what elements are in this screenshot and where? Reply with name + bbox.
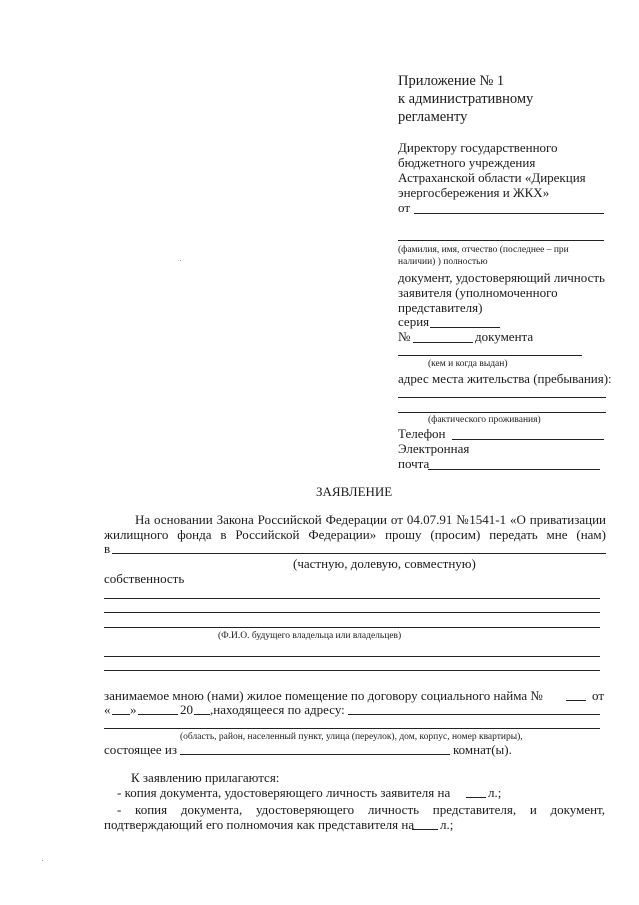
fio-caption-2: наличии) ) полностью [398,257,488,267]
id-doc-line-2: заявителя (уполномоченного [398,285,558,300]
appendix-line-3: регламенту [398,109,468,125]
fio-caption-1: (фамилия, имя, отчество (последнее – при [398,245,569,255]
attachment-2-end: л.; [440,817,454,832]
attachment-1-pages-blank[interactable] [466,797,486,798]
series-blank[interactable] [430,327,500,328]
consists-of-label: состоящее из [104,742,177,757]
attachment-1: - копия документа, удостоверяющего личность заявителя на [117,785,451,800]
from-blank[interactable] [414,213,604,214]
ownership-word: собственность [104,571,185,586]
appendix-title: Приложение № 1 [398,73,505,89]
quote-open: « [104,702,111,717]
residence-blank-1[interactable] [398,397,606,398]
doc-number-blank[interactable] [413,342,473,343]
address-caption: (область, район, населенный пункт, улица (переулок), дом, корпус, номер квартиры), [180,732,523,742]
scan-speck [180,260,181,261]
owners-caption: (Ф.И.О. будущего владельца или владельцев) [218,631,402,641]
contract-number-blank[interactable] [566,700,586,701]
ownership-caption: (частную, долевую, совместную) [293,556,476,571]
residence-label: адрес места жительства (пребывания): [398,371,612,386]
year-blank[interactable] [194,714,210,715]
attachment-2-line-1: - копия документа, удостоверяющего личность представителя, и документ, [117,802,605,817]
occupied-text: занимаемое мною (нами) жилое помещение по договору социального найма № [104,688,543,703]
phone-blank[interactable] [452,439,604,440]
contract-from-label: от [592,688,605,703]
number-sign: № [398,329,411,344]
document-title: ЗАЯВЛЕНИЕ [316,484,393,499]
month-blank[interactable] [138,714,178,715]
attachment-2-pages-blank[interactable] [412,829,438,830]
attachment-1-end: л.; [488,785,502,800]
located-text: ,находящееся по адресу: [210,702,345,717]
addressee-line-1: Директору государственного [398,140,558,155]
issued-blank[interactable] [398,355,582,356]
phone-label: Телефон [398,426,446,441]
address-blank-2[interactable] [104,728,600,729]
owners-blank-3[interactable] [104,627,600,628]
attachments-heading: К заявлению прилагаются: [131,770,280,785]
owners-blank-2[interactable] [104,612,600,613]
ownership-type-blank[interactable] [112,553,606,554]
id-doc-line-3: представителя) [398,300,483,315]
body-line-1: На основании Закона Российской Федерации от 04.07.91 №1541-1 «О приватизации [135,512,606,527]
addressee-line-2: бюджетного учреждения [398,155,536,170]
actual-residence-caption: (фактического проживания) [428,415,541,425]
attachment-2-line-2: подтверждающий его полномочия как представителя на [104,817,415,832]
body-line-2: жилищного фонда в Российской Федерации» прошу (просим) передать мне (нам) [104,527,606,542]
residence-blank-2[interactable] [398,412,606,413]
email-label-1: Электронная [398,441,470,456]
series-label: серия [398,314,430,329]
owners-blank-4[interactable] [104,656,600,657]
addressee-line-3: Астраханской области «Дирекция [398,170,586,185]
owners-blank-1[interactable] [104,598,600,599]
email-label-2: почта [398,456,430,471]
fio-blank[interactable] [398,240,604,241]
rooms-blank[interactable] [180,754,450,755]
email-blank[interactable] [428,469,600,470]
from-label: от [398,200,411,215]
addressee-line-4: энергосбережения и ЖКХ» [398,185,550,200]
body-in-word: в [104,541,111,556]
issued-caption: (кем и когда выдан) [428,359,508,369]
appendix-line-2: к административному [398,91,534,107]
id-doc-line-1: документ, удостоверяющий личность [398,270,605,285]
owners-blank-5[interactable] [104,670,600,671]
rooms-label: комнат(ы). [453,742,512,757]
address-blank-1[interactable] [348,714,600,715]
document-word: документа [475,329,534,344]
day-blank[interactable] [112,714,130,715]
quote-close: » [130,702,137,717]
scan-speck [42,860,43,861]
year-prefix: 20 [180,702,193,717]
